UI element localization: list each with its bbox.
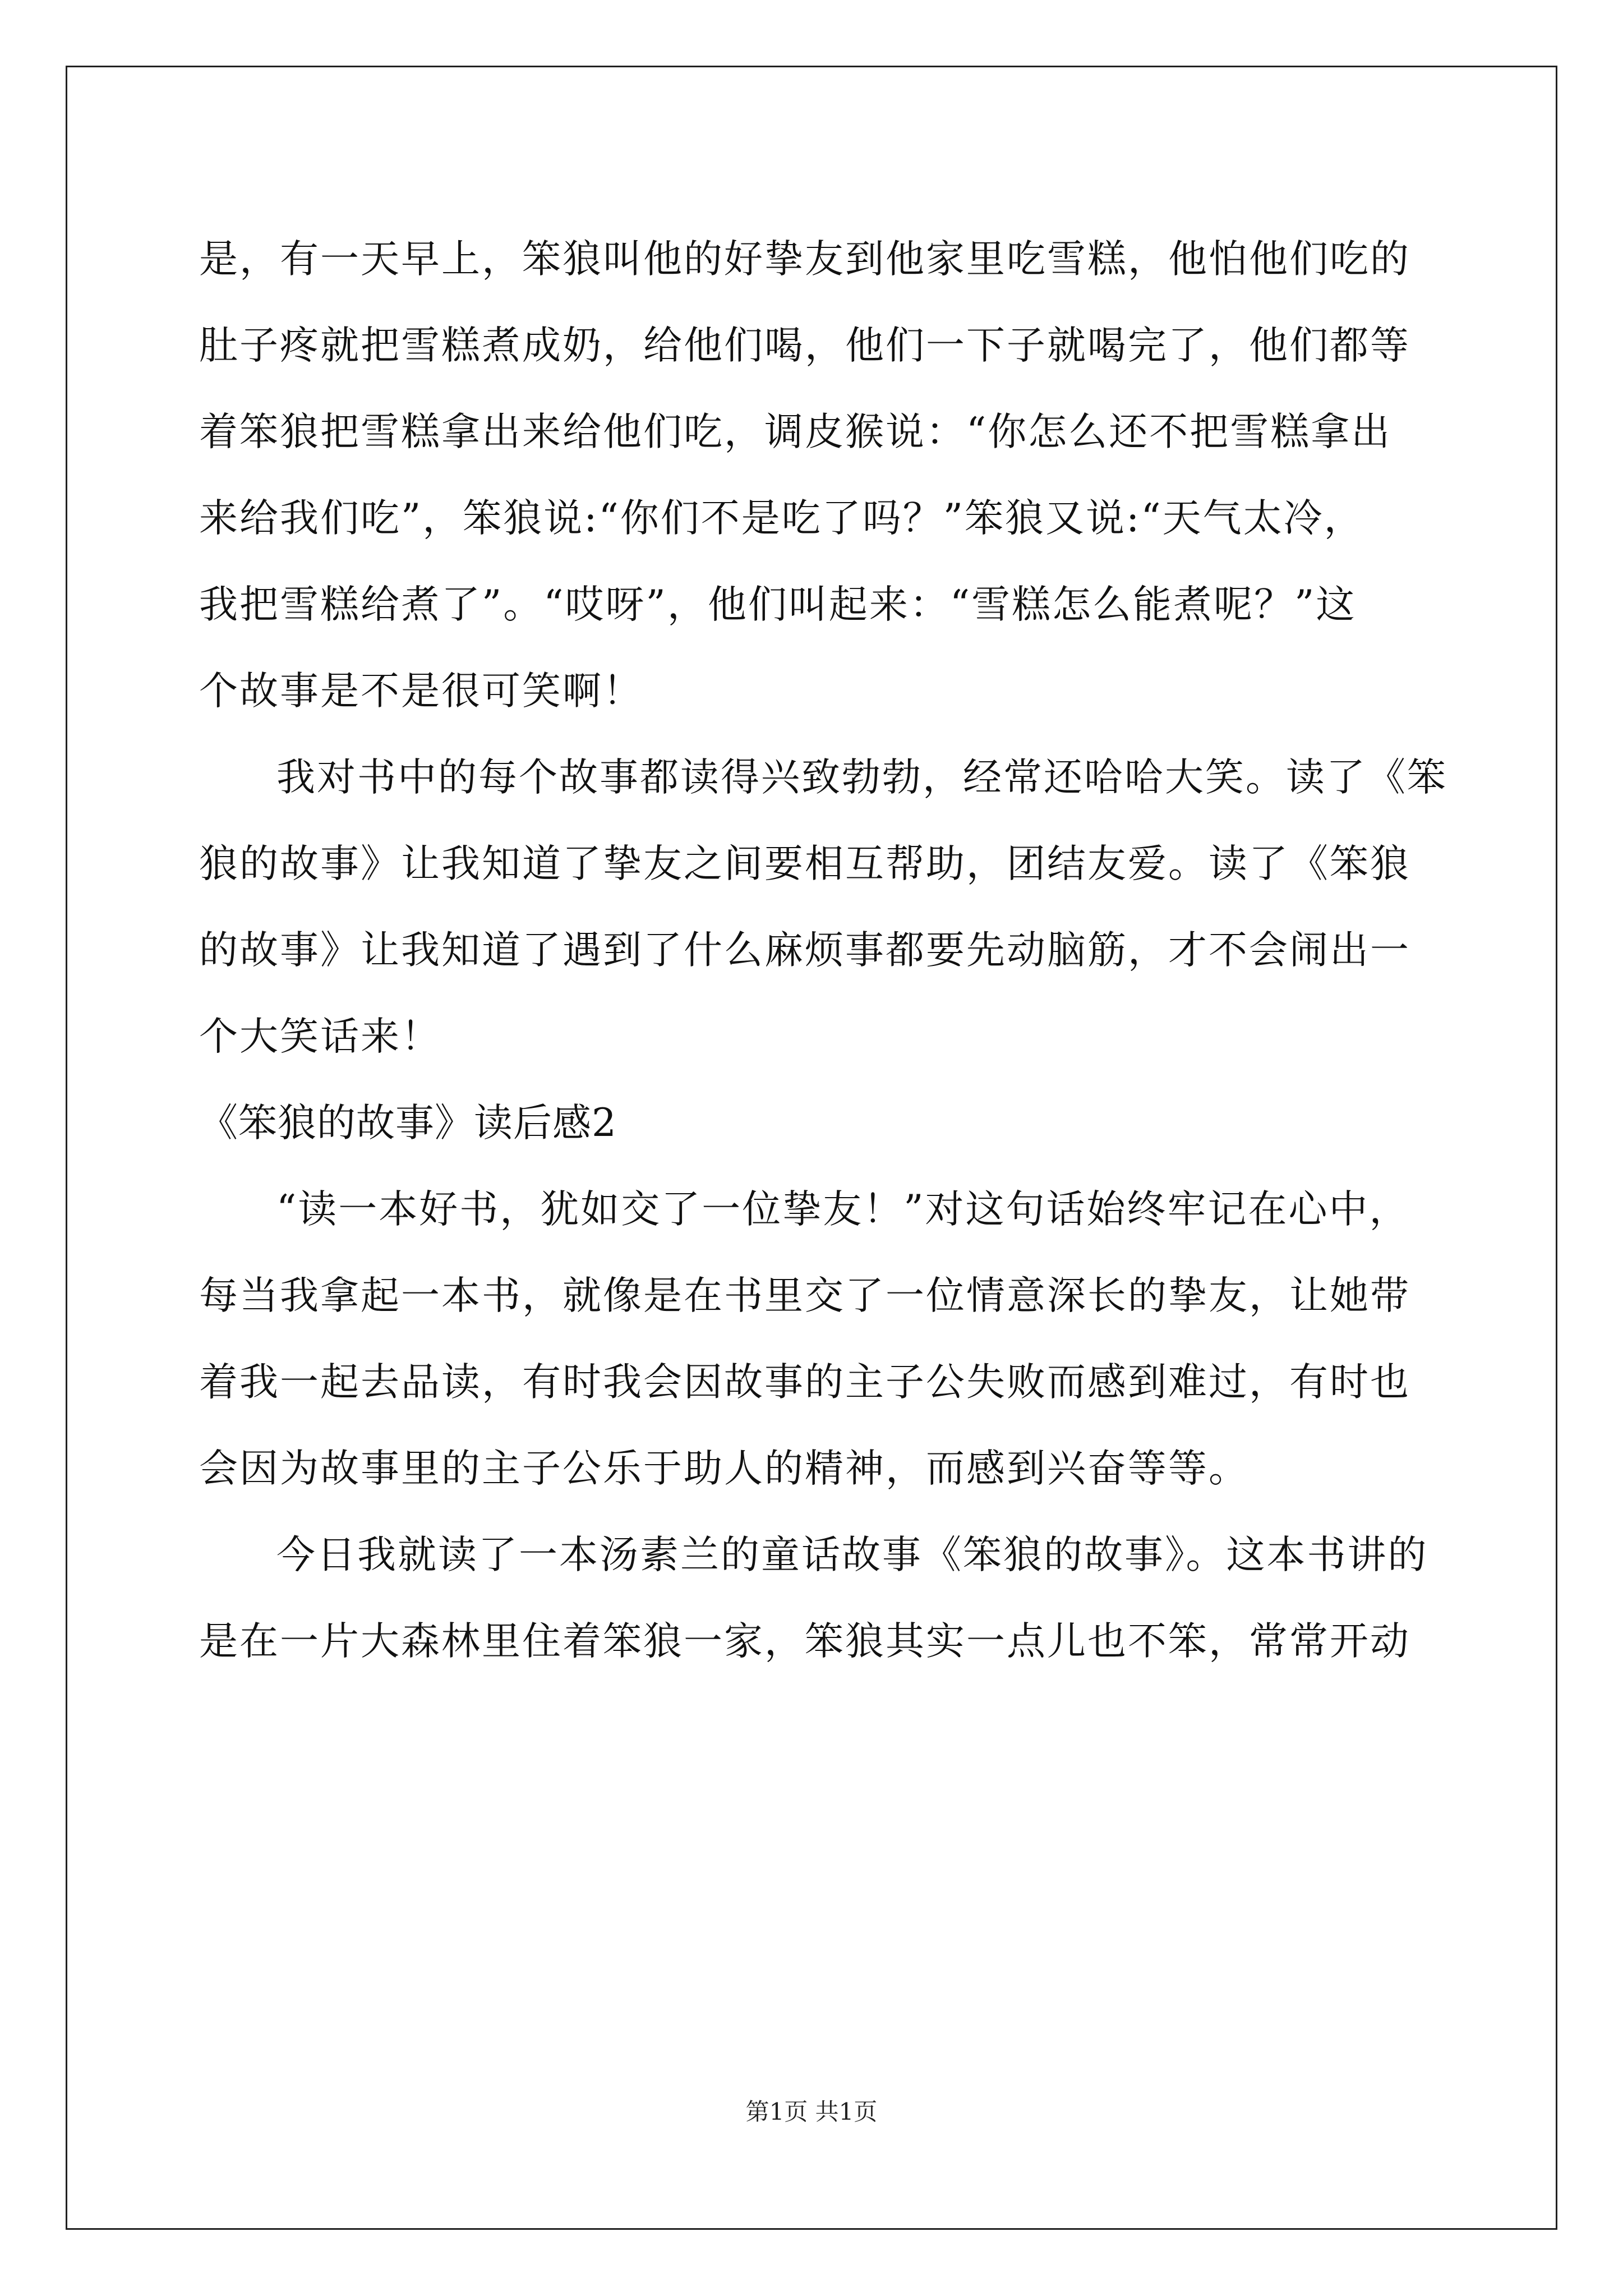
- text-line: 每当我拿起一本书，就像是在书里交了一位情意深长的挚友，让她带: [199, 1273, 1410, 1318]
- paragraph-start-line: 我对书中的每个故事都读得兴致勃勃，经常还哈哈大笑。读了《笨: [276, 755, 1447, 800]
- text-line: 会因为故事里的主子公乐于助人的精神，而感到兴奋等等。: [199, 1446, 1249, 1491]
- text-line: 个大笑话来！: [199, 1014, 441, 1059]
- page-number-footer: 第1页 共1页: [745, 2098, 878, 2125]
- paragraph-start-line: 今日我就读了一本汤素兰的童话故事《笨狼的故事》。这本书讲的: [276, 1533, 1428, 1577]
- text-line: 个故事是不是很可笑啊！: [199, 669, 643, 714]
- paragraph-start-line: “读一本好书，犹如交了一位挚友！”对这句话始终牢记在心中，: [276, 1187, 1410, 1232]
- text-line: 是在一片大森林里住着笨狼一家，笨狼其实一点儿也不笨，常常开动: [199, 1619, 1410, 1664]
- text-line: 着我一起去品读，有时我会因故事的主子公失败而感到难过，有时也: [199, 1360, 1410, 1405]
- text-line: 狼的故事》让我知道了挚友之间要相互帮助，团结友爱。读了《笨狼: [199, 841, 1410, 886]
- text-line: 来给我们吃”，笨狼说:“你们不是吃了吗？”笨狼又说:“天气太冷，: [199, 496, 1364, 541]
- text-line: 我把雪糕给煮了”。“哎呀”，他们叫起来：“雪糕怎么能煮呢？”这: [199, 582, 1357, 627]
- text-line: 是，有一天早上，笨狼叫他的好挚友到他家里吃雪糕，他怕他们吃的: [199, 237, 1410, 282]
- text-line: 的故事》让我知道了遇到了什么麻烦事都要先动脑筋，才不会闹出一: [199, 928, 1410, 973]
- section-heading: 《笨狼的故事》读后感2: [199, 1101, 617, 1145]
- text-line: 着笨狼把雪糕拿出来给他们吃，调皮猴说：“你怎么还不把雪糕拿出: [199, 409, 1392, 454]
- text-line: 肚子疼就把雪糕煮成奶，给他们喝，他们一下子就喝完了，他们都等: [199, 323, 1410, 368]
- document-body: [199, 216, 1447, 1685]
